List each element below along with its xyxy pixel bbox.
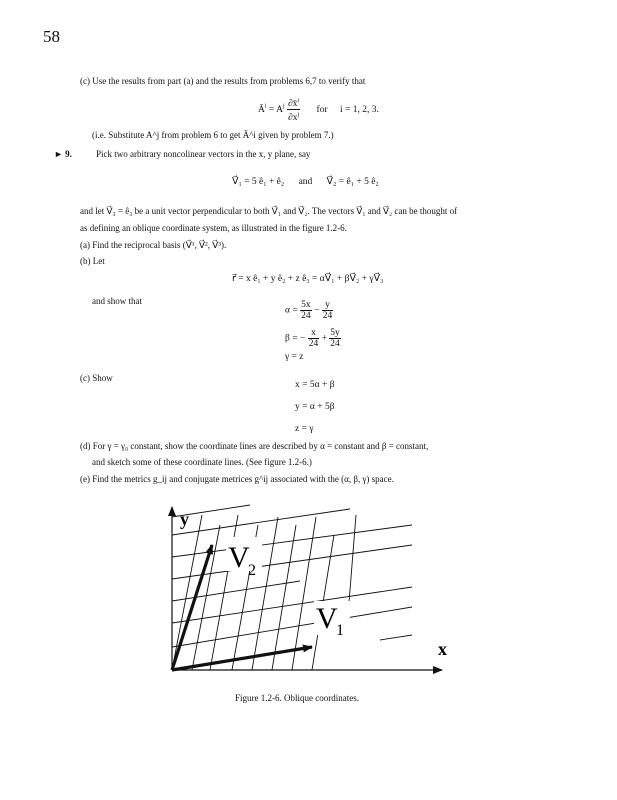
beta-num-2: 5y	[330, 328, 340, 338]
equation-alpha	[285, 300, 333, 321]
eq1-eq: = A	[268, 104, 283, 115]
alpha-op: −	[313, 305, 320, 316]
part-c-text: (c) Use the results from part (a) and the results from problems 6,7 to verify that	[80, 76, 366, 86]
eq1-frac-num: ∂x̄	[288, 99, 298, 110]
beta-frac-2	[329, 328, 341, 349]
v2-vector	[172, 545, 212, 670]
item-b-text: (b) Let	[80, 256, 105, 266]
eq1-range: i = 1, 2, 3.	[340, 104, 379, 115]
item-d-line-2: and sketch some of these coordinate lines. (See figure 1.2-6.)	[92, 457, 312, 467]
alpha-frac-2	[322, 300, 334, 321]
equation-gamma: γ = z	[285, 352, 304, 362]
alpha-num-2: y	[322, 300, 334, 311]
alpha-num-1: 5x	[301, 300, 311, 310]
v2-label: V	[228, 541, 250, 574]
beta-num-1: x	[308, 328, 320, 339]
grid-lines-v2-direction	[172, 515, 356, 670]
beta-den-1: 24	[308, 339, 319, 349]
v1-label-subscript: 1	[336, 622, 344, 639]
v1-vector	[172, 647, 312, 670]
oblique-coordinates-figure	[150, 495, 460, 685]
eq1-frac-num-sup: i	[297, 98, 300, 104]
show-that-text: and show that	[92, 296, 142, 306]
note-text: (i.e. Substitute A^j from problem 6 to get Ā^i given by problem 7.)	[92, 130, 334, 140]
alpha-den-1: 24	[301, 311, 311, 321]
eq-v2: V⃗₂ = ê₁ + 5 ê₂	[326, 177, 379, 187]
item-e-text: (e) Find the metrics g_ij and conjugate metrices g^ij associated with the (α, β, γ) space.	[80, 474, 394, 484]
equation-transform	[258, 96, 379, 123]
eq1-a-sup: j	[283, 103, 285, 110]
problem-marker: ► 9.	[54, 149, 72, 159]
beta-frac-1	[308, 328, 320, 349]
v1-label: V	[316, 602, 338, 635]
beta-den-2: 24	[330, 339, 340, 349]
page-number: 58	[43, 27, 60, 46]
beta-op: +	[321, 333, 327, 344]
alpha-den-2: 24	[322, 311, 333, 321]
alpha-lhs: α =	[285, 305, 298, 316]
eq1-lhs-sup: i	[264, 103, 267, 110]
x-axis-label: x	[438, 639, 447, 659]
alpha-frac-1	[300, 300, 312, 321]
y-axis-label: y	[180, 509, 189, 529]
v2-label-subscript: 2	[248, 562, 256, 579]
eq1-frac-den: ∂x	[288, 113, 298, 124]
equation-r: r⃗ = x ê₁ + y ê₂ + z ê₃ = αV⃗₁ + βV⃗₂ + γV⃗₃	[232, 274, 384, 284]
item-c-text: (c) Show	[80, 373, 113, 383]
item-d-line-1: (d) For γ = γ₀ constant, show the coordinate lines are described by α = constant and β = constant,	[80, 441, 429, 451]
equation-x: x = 5α + β	[295, 380, 335, 390]
eq1-lhs: Ā	[258, 104, 265, 115]
equation-vectors	[232, 176, 379, 187]
eq1-frac-den-sup: j	[297, 112, 300, 119]
problem-9-text: Pick two arbitrary noncolinear vectors in the x, y plane, say	[96, 149, 311, 159]
eq-and: and	[298, 177, 313, 187]
grid-lines-v1-direction	[172, 505, 412, 647]
figure-caption: Figure 1.2-6. Oblique coordinates.	[235, 693, 359, 703]
eq-v1: V⃗₁ = 5 ê₁ + ê₂	[232, 177, 285, 187]
paragraph-line-2: as defining an oblique coordinate system, as illustrated in the figure 1.2-6.	[80, 223, 347, 233]
eq1-fraction	[287, 96, 300, 123]
equation-beta	[285, 328, 341, 349]
equation-z: z = γ	[295, 424, 314, 434]
equation-y: y = α + 5β	[295, 402, 335, 412]
item-a-text: (a) Find the reciprocal basis (V⃗¹, V⃗², V⃗³).	[80, 240, 227, 250]
beta-lhs: β = −	[285, 333, 306, 344]
paragraph-line-1: and let V⃗₃ = ê₃ be a unit vector perpendicular to both V⃗₁ and V⃗₂. The vectors V⃗₁ and V⃗₂ can be thought of	[80, 206, 458, 216]
eq1-for: for	[316, 104, 328, 115]
